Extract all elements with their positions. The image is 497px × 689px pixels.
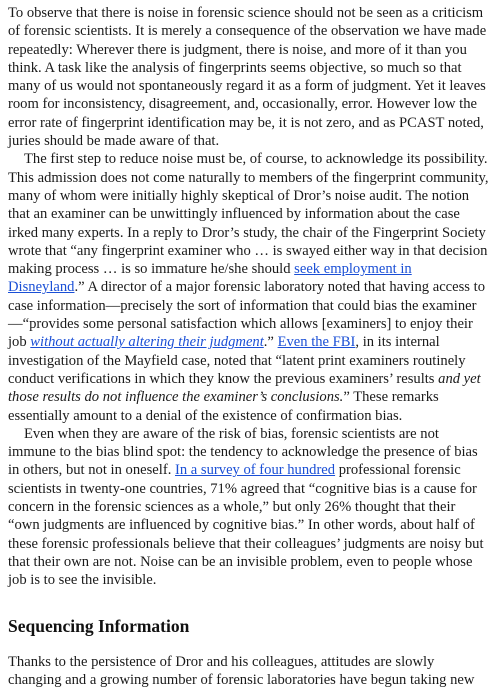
paragraph-3-text-2: professional forensic scientists in twenty-one countries, 71% agreed that “cognitive bias is a cause for concern in the forensic sciences as a whole,” but only 26% thought that their “own judgments are influenced by cognitive bias.” In other words, about half of these forensic professionals believe that their colleagues’ judgments are noisy but that their own are not. Noise can be an invisible problem, even to people whose job is to see the invisible. [8,462,484,588]
link-even-the-fbi[interactable]: Even the FBI [278,334,356,350]
paragraph-2-text-4: , in its internal investigation of the Mayfield case, noted that “latent print examiners routinely conduct verifications in which they know the previous examiners’ results [8,334,466,387]
paragraph-2 [8,150,490,424]
paragraph-2-text-1: The first step to reduce noise must be, of course, to acknowledge its possibility. This admission does not come naturally to members of the fingerprint community, many of whom were initially highly skeptical of Dror’s noise audit. The notion that an examiner can be unwittingly influenced by information about the case irked many experts. In a reply to Dror’s study, the chair of the Fingerprint Society wrote that “any fingerprint examiner who … is swayed either way in that decision making process … is so immature he/she should [8,151,489,277]
paragraph-2-text-2: .” A director of a major forensic laboratory noted that having access to case information—precisely the sort of information that could bias the examiner—“provides some personal satisfaction which allows [examiners] to enjoy their job [8,279,485,350]
link-without-altering-judgment[interactable]: without actually altering their judgment [30,334,263,350]
link-survey-four-hundred[interactable]: In a survey of four hundred [175,462,335,478]
book-page [8,0,490,689]
paragraph-2-emphasis: and yet those results do not influence the examiner’s conclusions. [8,371,481,405]
paragraph-3-text-1: Even when they are aware of the risk of bias, forensic scientists are not immune to the bias blind spot: the tendency to acknowledge the presence of bias in others, but not in oneself. [8,426,478,479]
paragraph-3 [8,425,490,590]
paragraph-2-text-3: .” [264,334,278,350]
paragraph-2-text-5: ” These remarks essentially amount to a denial of the existence of confirmation bias. [8,389,439,423]
paragraph-4: Thanks to the persistence of Dror and his colleagues, attitudes are slowly changing and a growing number of forensic laboratories have begun taking new [8,653,490,689]
section-heading: Sequencing Information [8,615,490,637]
link-seek-employment-disneyland[interactable]: seek employment in Disneyland [8,261,412,295]
paragraph-1: To observe that there is noise in forensic science should not be seen as a criticism of forensic scientists. It is merely a consequence of the observation we have made repeatedly: Wherever there is judgment, there is noise, and more of it than you think. A task like the analysis of fingerprints seems objective, so much so that many of us would not spontaneously regard it as a form of judgment. Yet it leaves room for inconsistency, disagreement, and, occasionally, error. However low the error rate of fingerprint identification may be, it is not zero, and as PCAST noted, juries should be made aware of that. [8,4,490,150]
